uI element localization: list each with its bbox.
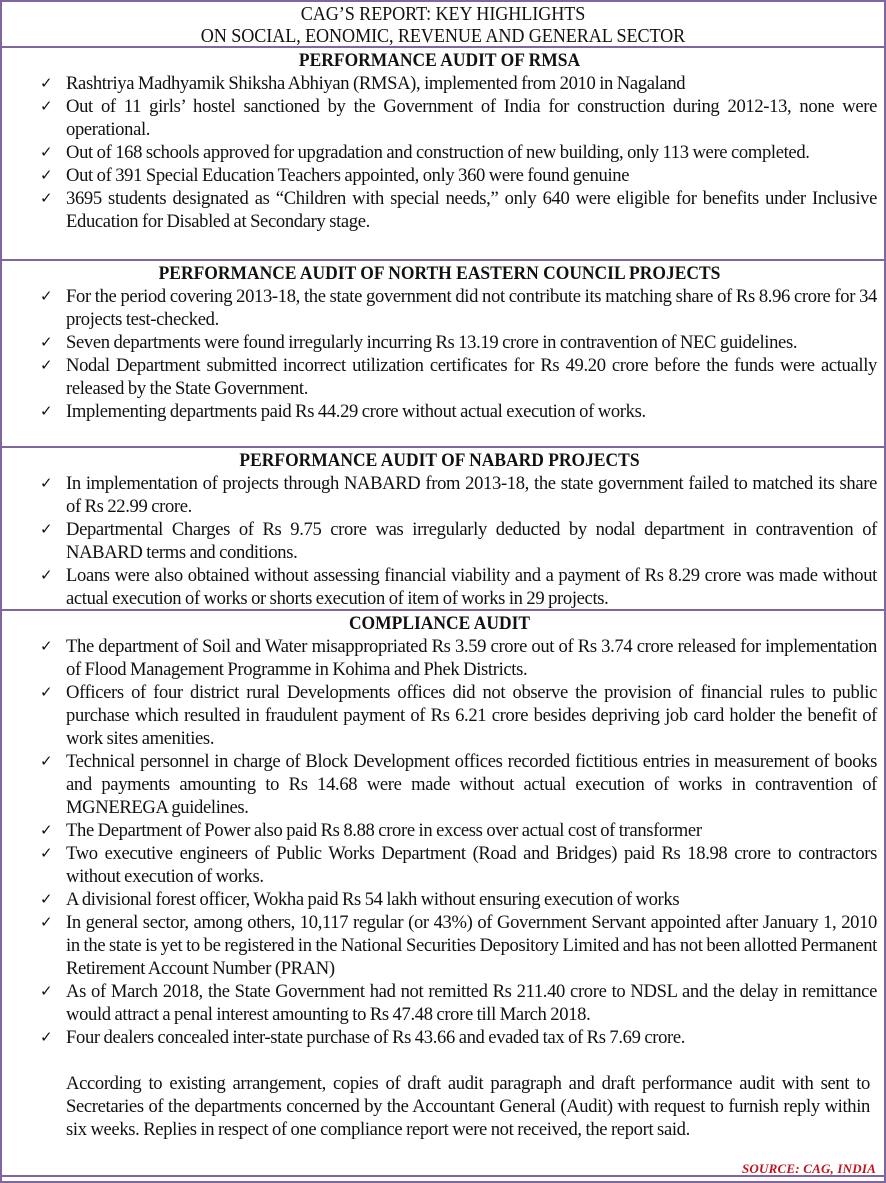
list-item-text: Out of 168 schools approved for upgradation and construction of new building, only 113 were completed.: [66, 142, 810, 163]
list-item: [2, 187, 877, 233]
list-item: [2, 331, 877, 354]
list-item-text: Loans were also obtained without assessing financial viability and a payment of Rs 8.29 crore was made without actual execution of works or shorts execution of item of works in 29 projects.: [66, 565, 877, 609]
check-mark-icon: ✓: [40, 566, 53, 584]
list-item: [2, 842, 877, 888]
section-title: COMPLIANCE AUDIT: [348, 613, 531, 634]
section-nec-projects: [2, 261, 884, 448]
check-mark-icon: ✓: [40, 333, 53, 351]
list-item: [2, 888, 877, 911]
report-header: [2, 2, 884, 48]
list-item-text: Departmental Charges of Rs 9.75 crore was irregularly deducted by nodal department in contravention of NABARD terms and conditions.: [66, 519, 877, 563]
list-item: [2, 819, 877, 842]
list-item: [2, 400, 877, 423]
list-item-text: 3695 students designated as “Children with special needs,” only 640 were eligible for benefits under Inclusive Education for Disabled at Secondary stage.: [66, 188, 877, 232]
check-mark-icon: ✓: [40, 844, 53, 862]
section-compliance-audit: [2, 611, 884, 1177]
bullet-list: [2, 472, 877, 610]
list-item: [2, 95, 877, 141]
list-item: [2, 518, 877, 564]
list-item-text: Four dealers concealed inter-state purchase of Rs 43.66 and evaded tax of Rs 7.69 crore.: [66, 1027, 686, 1048]
list-item: [2, 472, 877, 518]
list-item-text: Nodal Department submitted incorrect utilization certificates for Rs 49.20 crore before the funds were actually released by the State Government.: [66, 355, 877, 399]
check-mark-icon: ✓: [40, 683, 53, 701]
list-item: [2, 911, 877, 980]
list-item-text: The Department of Power also paid Rs 8.88 crore in excess over actual cost of transformer: [66, 820, 702, 841]
list-item: [2, 72, 877, 95]
list-item-text: In general sector, among others, 10,117 regular (or 43%) of Government Servant appointed after January 1, 2010 in the state is yet to be registered in the National Securities Depository Limited and has not been allotted Permanent Retirement Account Number (PRAN): [66, 912, 877, 979]
list-item: [2, 635, 877, 681]
list-item-text: Technical personnel in charge of Block Development offices recorded fictitious entries in measurement of books and payments amounting to Rs 14.68 were made without actual execution of works in contravention of MGNEREGA guidelines.: [66, 751, 877, 818]
section-title: PERFORMANCE AUDIT OF RMSA: [298, 50, 581, 71]
list-item-text: Two executive engineers of Public Works Department (Road and Bridges) paid Rs 18.98 crore to contractors without execution of works.: [66, 843, 877, 887]
check-mark-icon: ✓: [40, 356, 53, 374]
list-item-text: As of March 2018, the State Government had not remitted Rs 211.40 crore to NDSL and the delay in remittance would attract a penal interest amounting to Rs 47.48 crore till March 2018.: [66, 981, 877, 1025]
bullet-list: [2, 72, 877, 233]
list-item: [2, 1026, 877, 1049]
check-mark-icon: ✓: [40, 189, 53, 207]
closing-paragraph: According to existing arrangement, copies of draft audit paragraph and draft performance audit with sent to Secretaries of the departments concerned by the Accountant General (Audit) with request to furnish reply within six weeks. Replies in respect of one compliance report were not received, the report said.: [66, 1073, 870, 1140]
list-item: [2, 164, 877, 187]
list-item-text: Implementing departments paid Rs 44.29 crore without actual execution of works.: [66, 401, 646, 422]
check-mark-icon: ✓: [40, 474, 53, 492]
list-item-text: A divisional forest officer, Wokha paid Rs 54 lakh without ensuring execution of works: [66, 889, 680, 910]
source-credit: SOURCE: CAG, INDIA: [742, 1161, 876, 1176]
list-item-text: Seven departments were found irregularly incurring Rs 13.19 crore in contravention of NEC guidelines.: [66, 332, 798, 353]
check-mark-icon: ✓: [40, 143, 53, 161]
check-mark-icon: ✓: [40, 97, 53, 115]
list-item-text: Out of 11 girls’ hostel sanctioned by the Government of India for construction during 2012-13, none were operational.: [66, 96, 877, 140]
bullet-list: [2, 635, 877, 1049]
section-nabard-projects: [2, 448, 884, 611]
check-mark-icon: ✓: [40, 287, 53, 305]
check-mark-icon: ✓: [40, 752, 53, 770]
list-item-text: Rashtriya Madhyamik Shiksha Abhiyan (RMSA), implemented from 2010 in Nagaland: [66, 73, 686, 94]
section-title: PERFORMANCE AUDIT OF NORTH EASTERN COUNCIL PROJECTS: [158, 263, 721, 284]
check-mark-icon: ✓: [40, 890, 53, 908]
check-mark-icon: ✓: [40, 982, 53, 1000]
list-item: [2, 980, 877, 1026]
report-title-line-2: ON SOCIAL, EONOMIC, REVENUE AND GENERAL SECTOR: [200, 25, 686, 47]
list-item: [2, 681, 877, 750]
report-title-line-1: CAG’S REPORT: KEY HIGHLIGHTS: [300, 4, 586, 25]
check-mark-icon: ✓: [40, 637, 53, 655]
check-mark-icon: ✓: [40, 821, 53, 839]
check-mark-icon: ✓: [40, 166, 53, 184]
list-item: [2, 141, 877, 164]
bullet-list: [2, 285, 877, 423]
check-mark-icon: ✓: [40, 520, 53, 538]
list-item-text: For the period covering 2013-18, the state government did not contribute its matching share of Rs 8.96 crore for 34 projects test-checked.: [66, 286, 877, 330]
check-mark-icon: ✓: [40, 402, 53, 420]
check-mark-icon: ✓: [40, 1028, 53, 1046]
list-item: [2, 750, 877, 819]
list-item-text: The department of Soil and Water misappropriated Rs 3.59 crore out of Rs 3.74 crore released for implementation of Flood Management Programme in Kohima and Phek Districts.: [66, 636, 877, 680]
list-item-text: In implementation of projects through NABARD from 2013-18, the state government failed to matched its share of Rs 22.99 crore.: [66, 473, 877, 517]
list-item: [2, 285, 877, 331]
list-item: [2, 354, 877, 400]
check-mark-icon: ✓: [40, 913, 53, 931]
section-title: PERFORMANCE AUDIT OF NABARD PROJECTS: [239, 450, 640, 471]
list-item: [2, 564, 877, 610]
list-item-text: Out of 391 Special Education Teachers appointed, only 360 were found genuine: [66, 165, 630, 186]
list-item-text: Officers of four district rural Developments offices did not observe the provision of financial rules to public purchase which resulted in fraudulent payment of Rs 6.21 crore besides depriving job card holder the benefit of work sites amenities.: [66, 682, 877, 749]
section-rmsa: [2, 48, 884, 261]
check-mark-icon: ✓: [40, 74, 53, 92]
